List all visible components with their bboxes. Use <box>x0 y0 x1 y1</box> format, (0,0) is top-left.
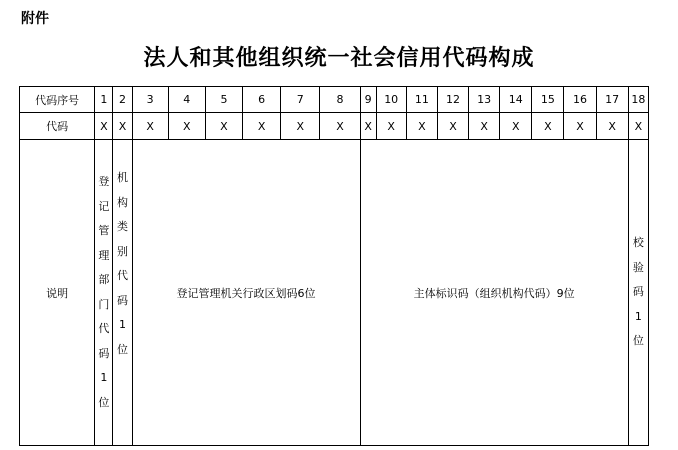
position-cell: 11 <box>406 87 437 113</box>
position-cell: 8 <box>320 87 360 113</box>
position-cell: 9 <box>360 87 376 113</box>
check-code-cell <box>628 140 648 446</box>
admin-division-cell <box>132 140 360 446</box>
page-title: 法人和其他组织统一社会信用代码构成 <box>143 46 535 71</box>
code-cell: X <box>168 113 205 140</box>
position-cell: 7 <box>281 87 320 113</box>
position-cell: 16 <box>564 87 596 113</box>
code-cell: X <box>132 113 168 140</box>
position-cell: 13 <box>469 87 500 113</box>
check-code-desc: 校验码1位 <box>632 236 644 348</box>
attachment-label: 附件 <box>21 11 49 27</box>
position-cell: 18 <box>628 87 648 113</box>
position-cell: 17 <box>596 87 628 113</box>
subject-id-desc: 主体标识码（组织机构代码）9位 <box>413 286 575 300</box>
description-row-label: 说明 <box>20 140 95 446</box>
position-cell: 5 <box>205 87 242 113</box>
position-cell: 12 <box>437 87 468 113</box>
code-cell: X <box>596 113 628 140</box>
code-cell: X <box>320 113 360 140</box>
code-cell: X <box>113 113 132 140</box>
position-cell: 1 <box>95 87 113 113</box>
sequence-row-label: 代码序号 <box>20 87 95 113</box>
code-cell: X <box>437 113 468 140</box>
description-row <box>20 140 649 446</box>
code-cell: X <box>360 113 376 140</box>
position-cell: 14 <box>500 87 532 113</box>
sequence-row <box>20 87 649 113</box>
code-cell: X <box>205 113 242 140</box>
position-cell: 4 <box>168 87 205 113</box>
position-cell: 10 <box>376 87 406 113</box>
code-cell: X <box>532 113 564 140</box>
code-cell: X <box>469 113 500 140</box>
code-cell: X <box>243 113 281 140</box>
org-category-cell <box>113 140 132 446</box>
subject-id-cell <box>360 140 628 446</box>
registration-dept-cell <box>95 140 113 446</box>
org-category-desc: 机构类别代码1位 <box>116 171 128 356</box>
code-cell: X <box>95 113 113 140</box>
code-row-label: 代码 <box>20 113 95 140</box>
code-cell: X <box>406 113 437 140</box>
position-cell: 6 <box>243 87 281 113</box>
position-cell: 15 <box>532 87 564 113</box>
admin-division-desc: 登记管理机关行政区划码6位 <box>176 286 316 300</box>
registration-dept-desc: 登记管理部门代码1位 <box>98 175 110 409</box>
credit-code-table <box>19 86 649 446</box>
code-cell: X <box>628 113 648 140</box>
code-cell: X <box>500 113 532 140</box>
code-cell: X <box>281 113 320 140</box>
position-cell: 3 <box>132 87 168 113</box>
code-row <box>20 113 649 140</box>
code-cell: X <box>564 113 596 140</box>
code-cell: X <box>376 113 406 140</box>
position-cell: 2 <box>113 87 132 113</box>
